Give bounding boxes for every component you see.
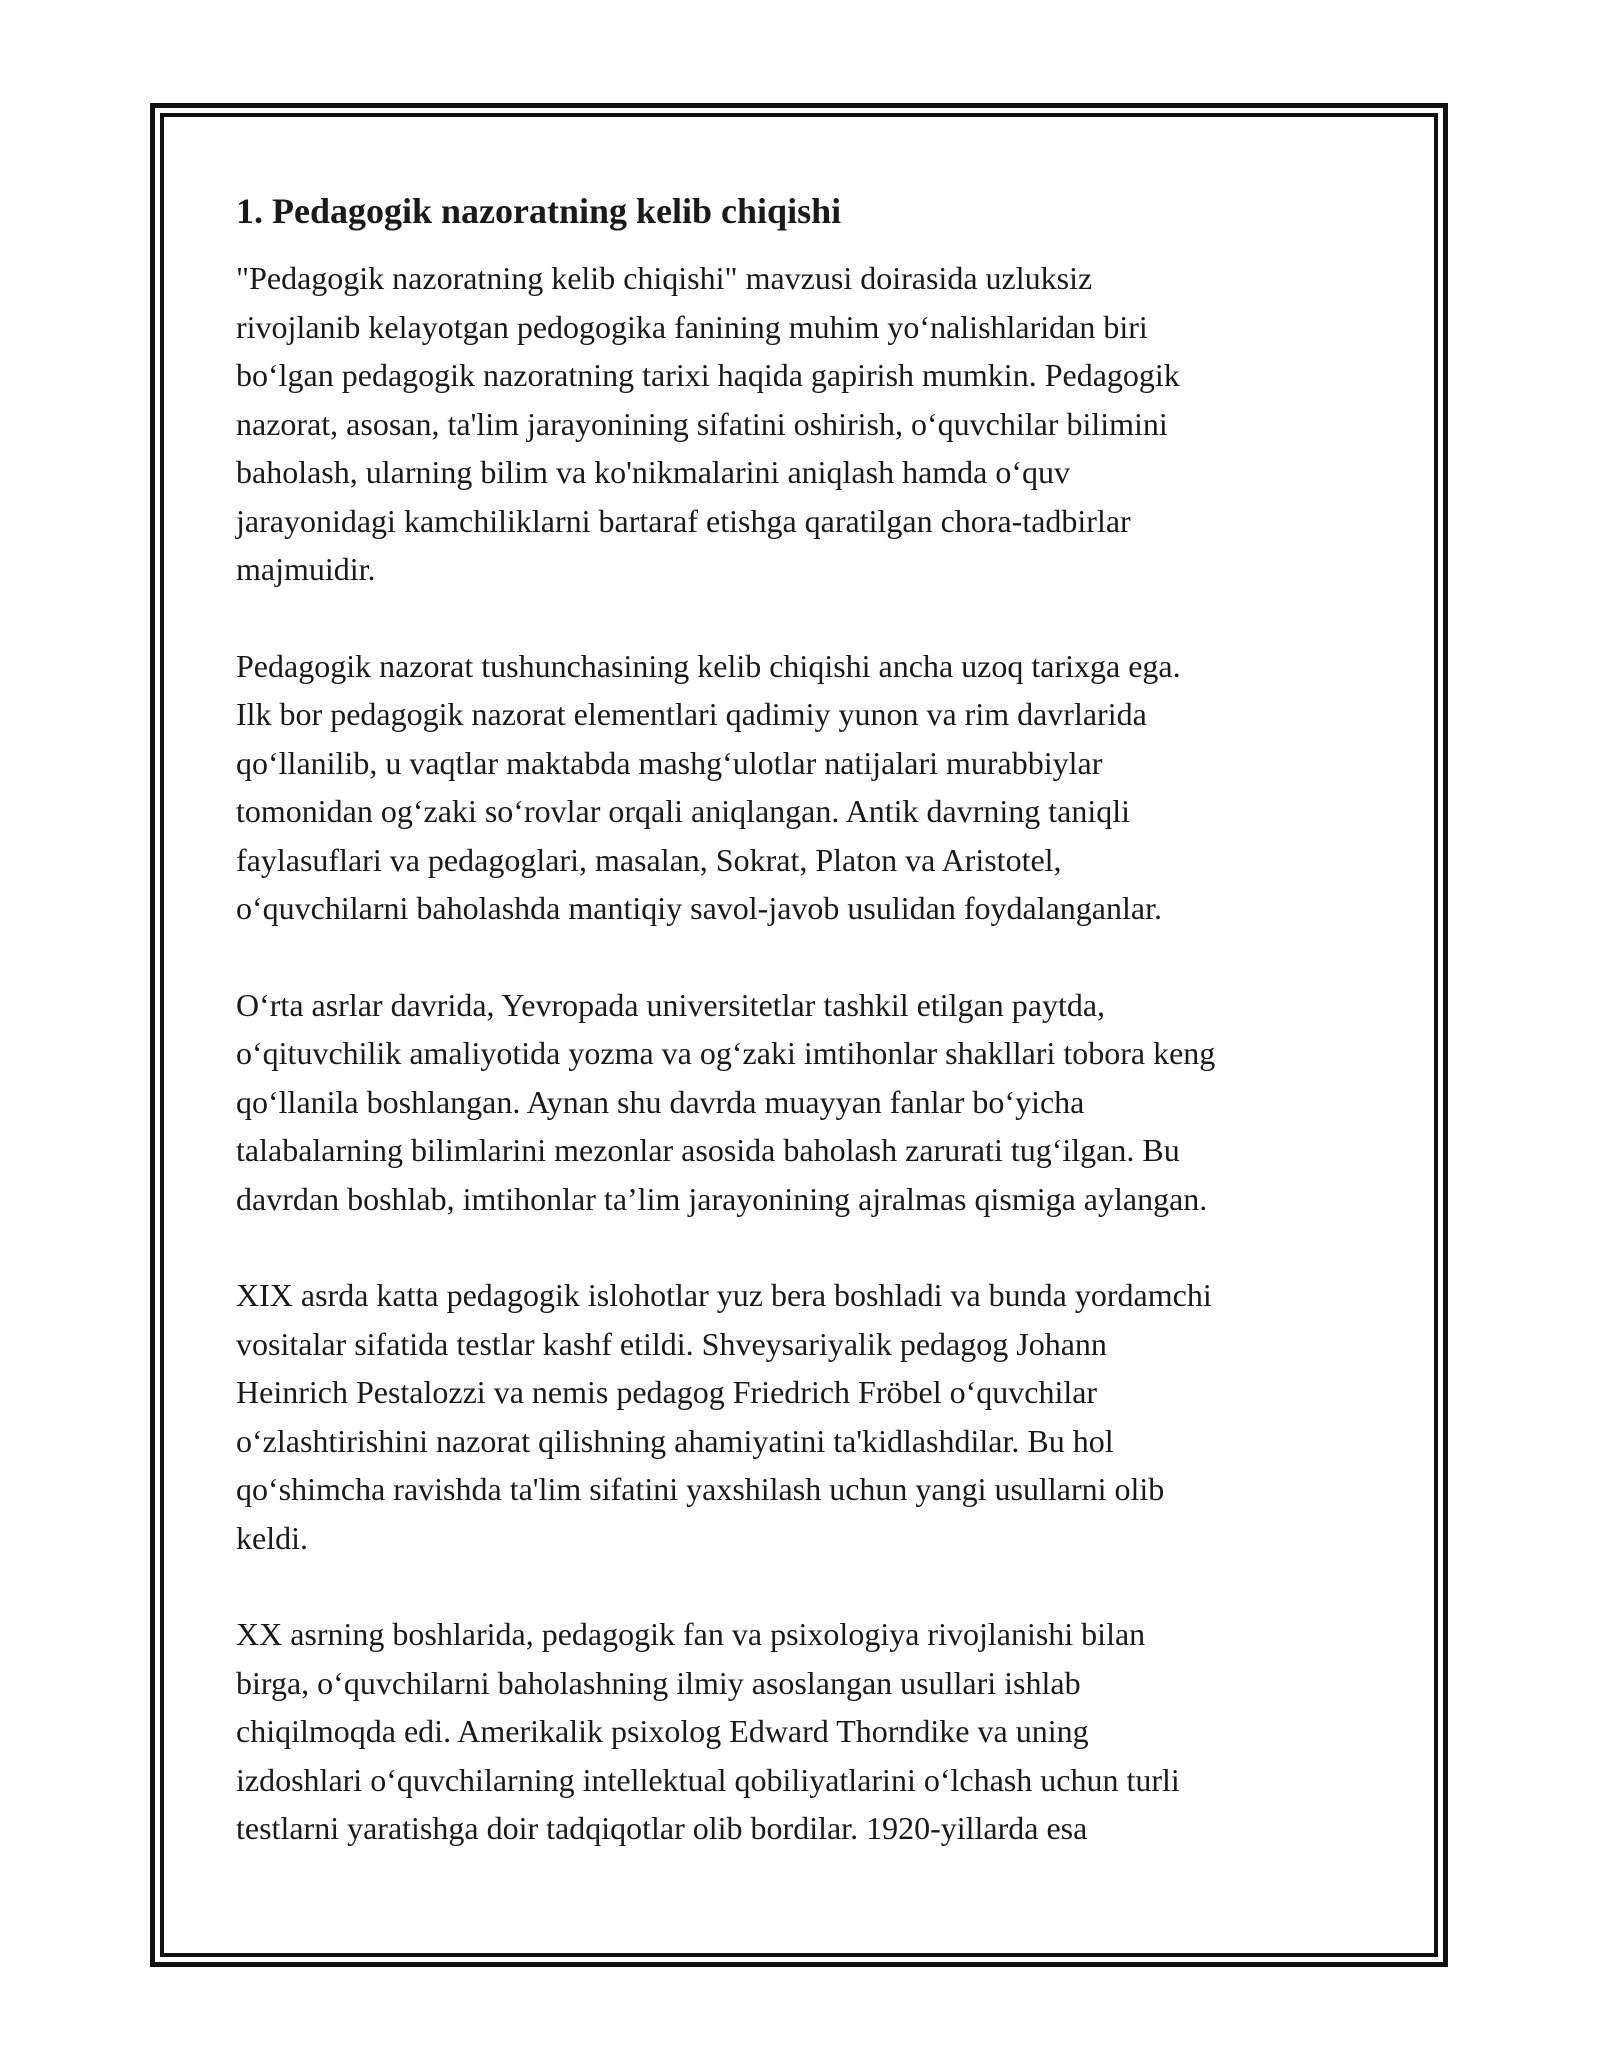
paragraph: "Pedagogik nazoratning kelib chiqishi" mavzusi doirasida uzluksiz rivojlanib kelayotgan pedogogika fanining muhim yoʻnalishlaridan biri boʻlgan pedagogik nazoratning tarixi haqida gapirish mumkin. Pedagogik nazorat, asosan, ta'lim jarayonining sifatini oshirish, oʻquvchilar bilimini baholash, ularning bilim va ko'nikmalarini aniqlash hamda oʻquv jarayonidagi kamchiliklarni bartaraf etishga qaratilgan chora-tadbirlar majmuidir. xyxy=(236,260,1180,587)
paragraph: XIX asrda katta pedagogik islohotlar yuz bera boshladi va bunda yordamchi vositalar sifatida testlar kashf etildi. Shveysariyalik pedagog Johann Heinrich Pestalozzi va nemis pedagog Friedrich Fröbel oʻquvchilar oʻzlashtirishini nazorat qilishning ahamiyatini ta'kidlashdilar. Bu hol qoʻshimcha ravishda ta'lim sifatini yaxshilash uchun yangi usullarni olib keldi. xyxy=(236,1277,1212,1556)
paragraph: XX asrning boshlarida, pedagogik fan va psixologiya rivojlanishi bilan birga, oʻquvchilarni baholashning ilmiy asoslangan usullari ishlab chiqilmoqda edi. Amerikalik psixolog Edward Thorndike va uning izdoshlari oʻquvchilarning intellektual qobiliyatlarini oʻlchash uchun turli testlarni yaratishga doir tadqiqotlar olib bordilar. 1920-yillarda esa xyxy=(236,1616,1180,1846)
paragraph: Oʻrta asrlar davrida, Yevropada universitetlar tashkil etilgan paytda, oʻqituvchilik amaliyotida yozma va ogʻzaki imtihonlar shakllari tobora keng qoʻllanila boshlangan. Aynan shu davrda muayyan fanlar boʻyicha talabalarning bilimlarini mezonlar asosida baholash zarurati tugʻilgan. Bu davrdan boshlab, imtihonlar ta’lim jarayonining ajralmas qismiga aylangan. xyxy=(236,986,1216,1217)
document-body xyxy=(236,188,1366,1901)
section-title: 1. Pedagogik nazoratning kelib chiqishi xyxy=(236,191,842,231)
paragraph: Pedagogik nazorat tushunchasining kelib chiqishi ancha uzoq tarixga ega. Ilk bor pedagogik nazorat elementlari qadimiy yunon va rim davrlarida qoʻllanilib, u vaqtlar maktabda mashgʻulotlar natijalari murabbiylar tomonidan ogʻzaki soʻrovlar orqali aniqlangan. Antik davrning taniqli faylasuflari va pedagoglari, masalan, Sokrat, Platon va Aristotel, oʻquvchilarni baholashda mantiqiy savol-javob usulidan foydalanganlar. xyxy=(236,647,1181,926)
